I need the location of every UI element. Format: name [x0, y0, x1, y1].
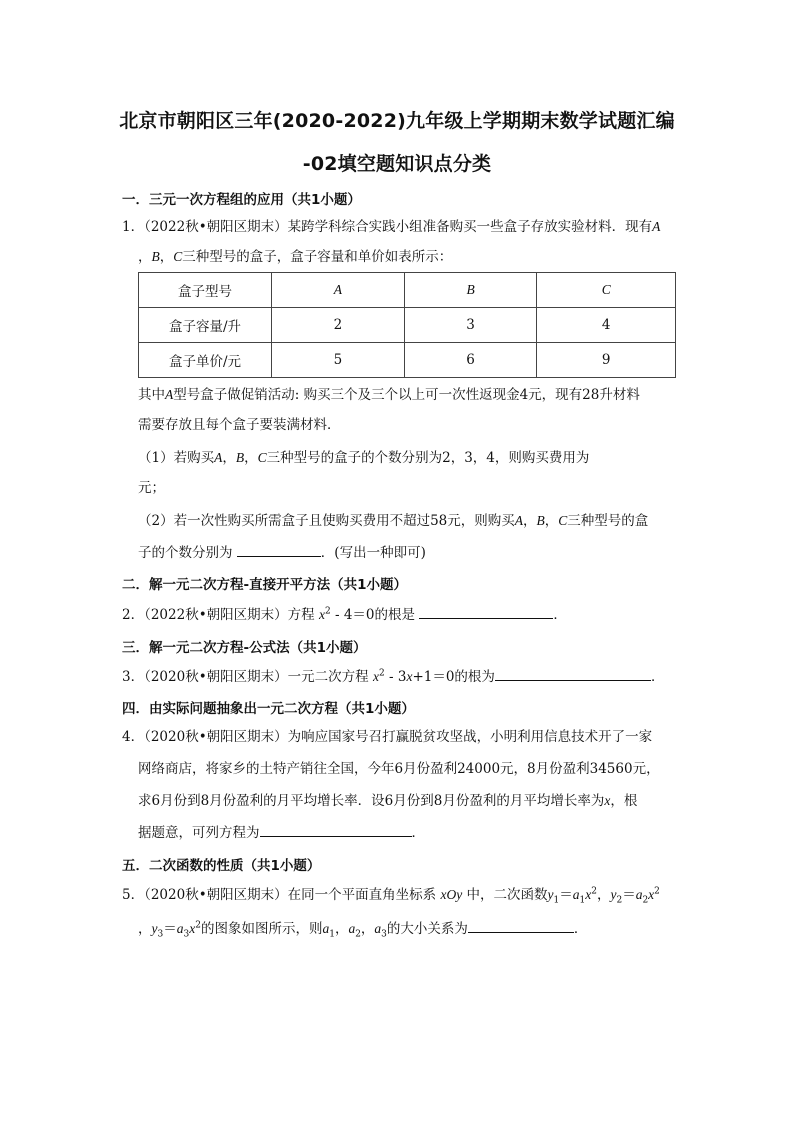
section-heading-1: 一．三元一次方程组的应用（共1小题）: [122, 192, 361, 208]
var-b: B: [151, 249, 160, 264]
q4-line-4: [138, 822, 425, 842]
q5-text: 的大小关系为: [386, 921, 468, 937]
q3-text: 3．（2020秋•朝阳区期末）一元二次方程: [122, 669, 369, 685]
q4-text: 求6月份到8月份盈利的月平均增长率．设6月份到8月份盈利的月平均增长率为: [138, 793, 605, 809]
q2-text: ．: [553, 607, 567, 623]
answer-blank: [237, 542, 321, 557]
var-y: y: [547, 887, 554, 902]
q5-text: ．: [573, 921, 588, 937]
q5-line-1: [122, 886, 660, 904]
q4-line-3: [138, 792, 637, 810]
subscript: 1: [329, 929, 335, 940]
table-cell: B: [404, 273, 537, 308]
q5-text: ＝: [163, 921, 177, 937]
var-a: A: [652, 219, 661, 234]
subscript: 1: [579, 895, 586, 906]
q1-line-1: [122, 218, 660, 236]
section-heading-2: 二．解一元二次方程-直接开平方法（共1小题）: [122, 577, 407, 593]
table-cell: 6: [404, 343, 537, 378]
var-a: a: [635, 887, 643, 902]
q5-text: ＝: [622, 887, 636, 903]
q1-line-3: [138, 386, 640, 404]
q1-text: 三种型号的盒子，盒子容量和单价如表所示：: [182, 249, 453, 265]
var-x: x: [189, 921, 196, 936]
q1-line-4: 需要存放且每个盒子要装满材料．: [138, 417, 341, 433]
exponent: 2: [591, 886, 597, 897]
q5-text: ＝: [559, 887, 573, 903]
table-row: [139, 308, 676, 343]
var-a: A: [165, 387, 174, 402]
coord-system: xOy: [440, 887, 463, 902]
subscript: 2: [355, 929, 361, 940]
subscript: 3: [183, 929, 190, 940]
var-x: x: [318, 607, 325, 622]
box-table: [138, 272, 676, 378]
exponent: 2: [195, 920, 201, 931]
q5-text: ，: [596, 887, 611, 903]
q1-text: （2）若一次性购买所需盒子且使购买费用不超过58元，则购买: [138, 513, 515, 529]
q1-text: ，: [244, 450, 258, 466]
table-cell: 4: [537, 308, 676, 343]
var-x: x: [406, 669, 413, 684]
q1-text: 三种型号的盒子的个数分别为2，3，4，则购买费用为: [266, 450, 590, 466]
q1-line-6: 元；: [138, 480, 165, 496]
section-heading-3: 三．解一元二次方程-公式法（共1小题）: [122, 640, 367, 656]
table-cell: 盒子单价/元: [139, 343, 272, 378]
q3-text: - 3: [384, 669, 407, 685]
var-a: a: [374, 921, 382, 936]
q1-line-8: [138, 542, 426, 562]
q3-text: +1＝0的根为: [412, 669, 495, 685]
q1-text: 三种型号的盒: [567, 513, 649, 529]
subscript: 3: [381, 929, 387, 940]
var-y: y: [610, 887, 617, 902]
var-x: x: [648, 887, 655, 902]
q2-text: - 4＝0的根是: [330, 607, 416, 623]
page-title-line-2: -02填空题知识点分类: [302, 153, 492, 175]
table-row: [139, 273, 676, 308]
table-cell: 3: [404, 308, 537, 343]
q1-text: ，: [138, 249, 152, 265]
section-heading-4: 四．由实际问题抽象出一元二次方程（共1小题）: [122, 701, 415, 717]
q4-text: 据题意，可列方程为: [138, 825, 260, 841]
var-b: B: [536, 513, 545, 528]
q1-text: 其中: [138, 387, 165, 403]
var-c: C: [173, 249, 183, 264]
q2-text: 2．（2022秋•朝阳区期末）方程: [122, 607, 315, 623]
var-x: x: [372, 669, 379, 684]
answer-blank: [419, 604, 553, 619]
q1-text: 型号盒子做促销活动: 购买三个及三个以上可一次性返现金4元，现有28升材料: [173, 387, 640, 403]
q3-text: ．: [650, 669, 665, 685]
var-a: a: [322, 921, 330, 936]
table-cell: 9: [537, 343, 676, 378]
q4-text: ．: [411, 825, 425, 841]
exponent: 2: [378, 668, 385, 679]
q5-text: 中，二次函数: [466, 887, 548, 903]
q1-line-7: [138, 512, 648, 530]
var-x: x: [604, 793, 611, 808]
q4-line-2: 网络商店，将家乡的土特产销往全国，今年6月份盈利24000元，8月份盈利34560元，: [138, 761, 660, 777]
var-x: x: [585, 887, 592, 902]
table-row: [139, 343, 676, 378]
q1-text: ，: [222, 450, 236, 466]
q1-text: （1）若购买: [138, 450, 215, 466]
q1-text: 子的个数分别为: [138, 545, 233, 561]
table-cell: 2: [272, 308, 405, 343]
q2-line: [122, 604, 567, 624]
q5-text: ，: [360, 921, 375, 937]
q5-text: 5．（2020秋•朝阳区期末）在同一个平面直角坐标系: [122, 887, 437, 903]
exponent: 2: [324, 606, 331, 617]
subscript: 1: [553, 895, 560, 906]
subscript: 3: [157, 929, 164, 940]
table-cell: A: [272, 273, 405, 308]
table-cell: 5: [272, 343, 405, 378]
q5-line-2: [138, 918, 587, 938]
answer-blank: [260, 822, 412, 837]
q4-text: ，根: [610, 793, 638, 809]
q5-text: ，: [138, 921, 152, 937]
exponent: 2: [654, 886, 660, 897]
q3-line: [122, 666, 664, 686]
table-cell: 盒子容量/升: [139, 308, 272, 343]
q1-text: ．(写出一种即可): [320, 545, 426, 561]
subscript: 2: [616, 895, 623, 906]
subscript: 2: [642, 895, 649, 906]
section-heading-5: 五．二次函数的性质（共1小题）: [122, 858, 321, 874]
q5-text: 的图象如图所示，则: [200, 921, 323, 937]
var-y: y: [151, 921, 158, 936]
q1-line-2: [138, 248, 452, 266]
var-a: A: [214, 450, 223, 465]
q5-text: ，: [334, 921, 349, 937]
var-c: C: [257, 450, 267, 465]
page-title-line-1: 北京市朝阳区三年(2020-2022)九年级上学期期末数学试题汇编: [119, 110, 675, 132]
q4-line-1: 4．（2020秋•朝阳区期末）为响应国家号召打赢脱贫攻坚战，小明利用信息技术开了一家: [122, 729, 653, 745]
var-b: B: [235, 450, 245, 465]
answer-blank: [495, 666, 651, 681]
answer-blank: [468, 918, 574, 933]
var-c: C: [558, 513, 568, 528]
table-cell: 盒子型号: [139, 273, 272, 308]
var-a: A: [514, 513, 524, 528]
q1-text: 1．（2022秋•朝阳区期末）某跨学科综合实践小组准备购买一些盒子存放实验材料．现有: [122, 219, 653, 235]
table-cell: C: [537, 273, 676, 308]
q1-text: ，: [544, 513, 559, 529]
q1-text: ，: [523, 513, 537, 529]
q1-line-5: [138, 449, 589, 467]
var-a: a: [176, 921, 184, 936]
var-a: a: [572, 887, 580, 902]
q1-text: ，: [159, 249, 174, 265]
var-a: a: [348, 921, 356, 936]
